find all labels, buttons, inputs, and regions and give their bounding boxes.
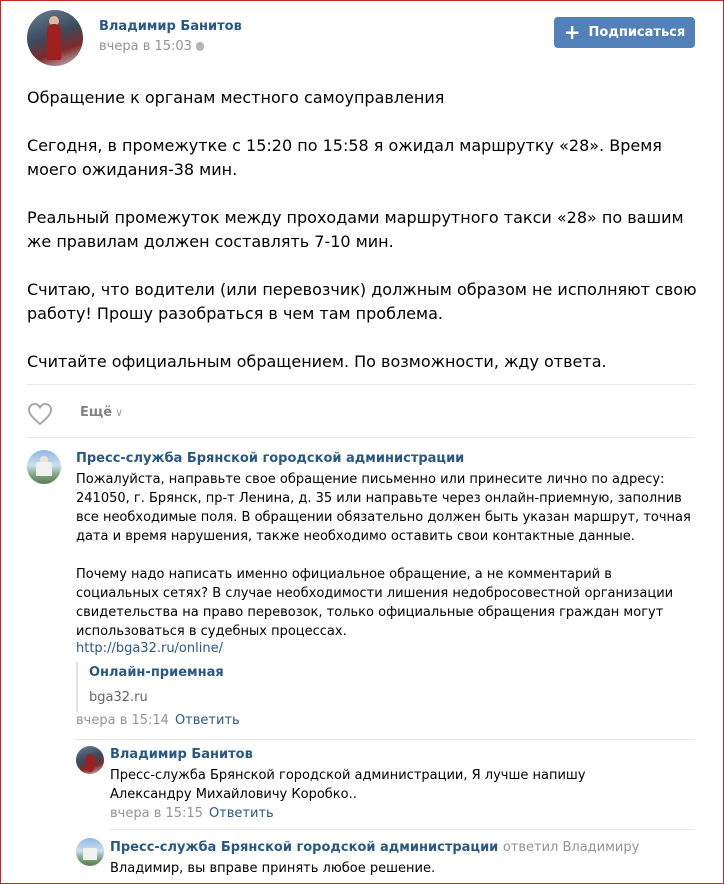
comment-time[interactable]: вчера в 15:15 [110,806,203,821]
comment-text: Владимир, вы вправе принять любое решение. [110,861,436,876]
post-paragraph: Считаю, что водители (или перевозчик) должным образом не исполняют свою работу! Прошу разобраться в чем там проблема. [27,280,697,323]
post-paragraph: Сегодня, в промежутке с 15:20 по 15:58 я ожидал маршрутку «28». Время моего ожидания-38 мин. [27,136,662,179]
subscribe-label: Подписаться [588,25,686,40]
chevron-down-icon: ∨ [115,406,124,419]
comment-author[interactable]: Пресс-служба Брянской городской администрации [76,451,465,466]
post-paragraph: Обращение к органам местного самоуправления [27,88,445,107]
reply-button[interactable]: Ответить [174,713,240,728]
replied-to[interactable]: ответил Владимиру [502,840,640,855]
post-paragraph: Реальный промежуток между проходами маршрутного такси «28» по вашим же правилам должен составлять 7-10 мин. [27,208,684,251]
post-paragraph: Считайте официальным обращением. По возможности, жду ответа. [27,352,607,371]
comment-text: Пресс-служба Брянской городской администрации, Я лучше напишу Александру Михайловичу Коробко.. [110,768,586,802]
post-time-text: вчера в 15:03 [99,39,192,54]
attachment-title[interactable]: Онлайн-приемная [89,665,224,680]
comment-time[interactable]: вчера в 15:14 [76,713,169,728]
author-name[interactable]: Владимир Банитов [99,19,242,34]
more-label: Ещё [80,405,113,420]
comment-paragraph: Пожалуйста, направьте свое обращение письменно или принесите лично по адресу: 241050, г. Брянск, пр-т Ленина, д. 35 или направьте через онлайн-приемную, заполнив все необходимые поля. В обращении обязательно должен быть указан маршрут, точная дата и время нарушения, также необходимо оставить свои контактные данные. [76,472,691,544]
comment-author-name[interactable]: Пресс-служба Брянской городской администрации [110,840,499,855]
attachment-host: bga32.ru [89,690,148,705]
plus-icon: + [563,19,581,44]
reply-button[interactable]: Ответить [208,806,274,821]
comment-link[interactable]: http://bga32.ru/online/ [76,641,223,656]
comment-author[interactable]: Владимир Банитов [110,747,253,762]
comment-paragraph: Почему надо написать именно официальное обращение, а не комментарий в социальных сетях? В случае необходимости лишения недобросовестной организации свидетельства на право перевозок, только официальные обращения граждан могут использоваться в судебных процессах. [76,567,674,639]
